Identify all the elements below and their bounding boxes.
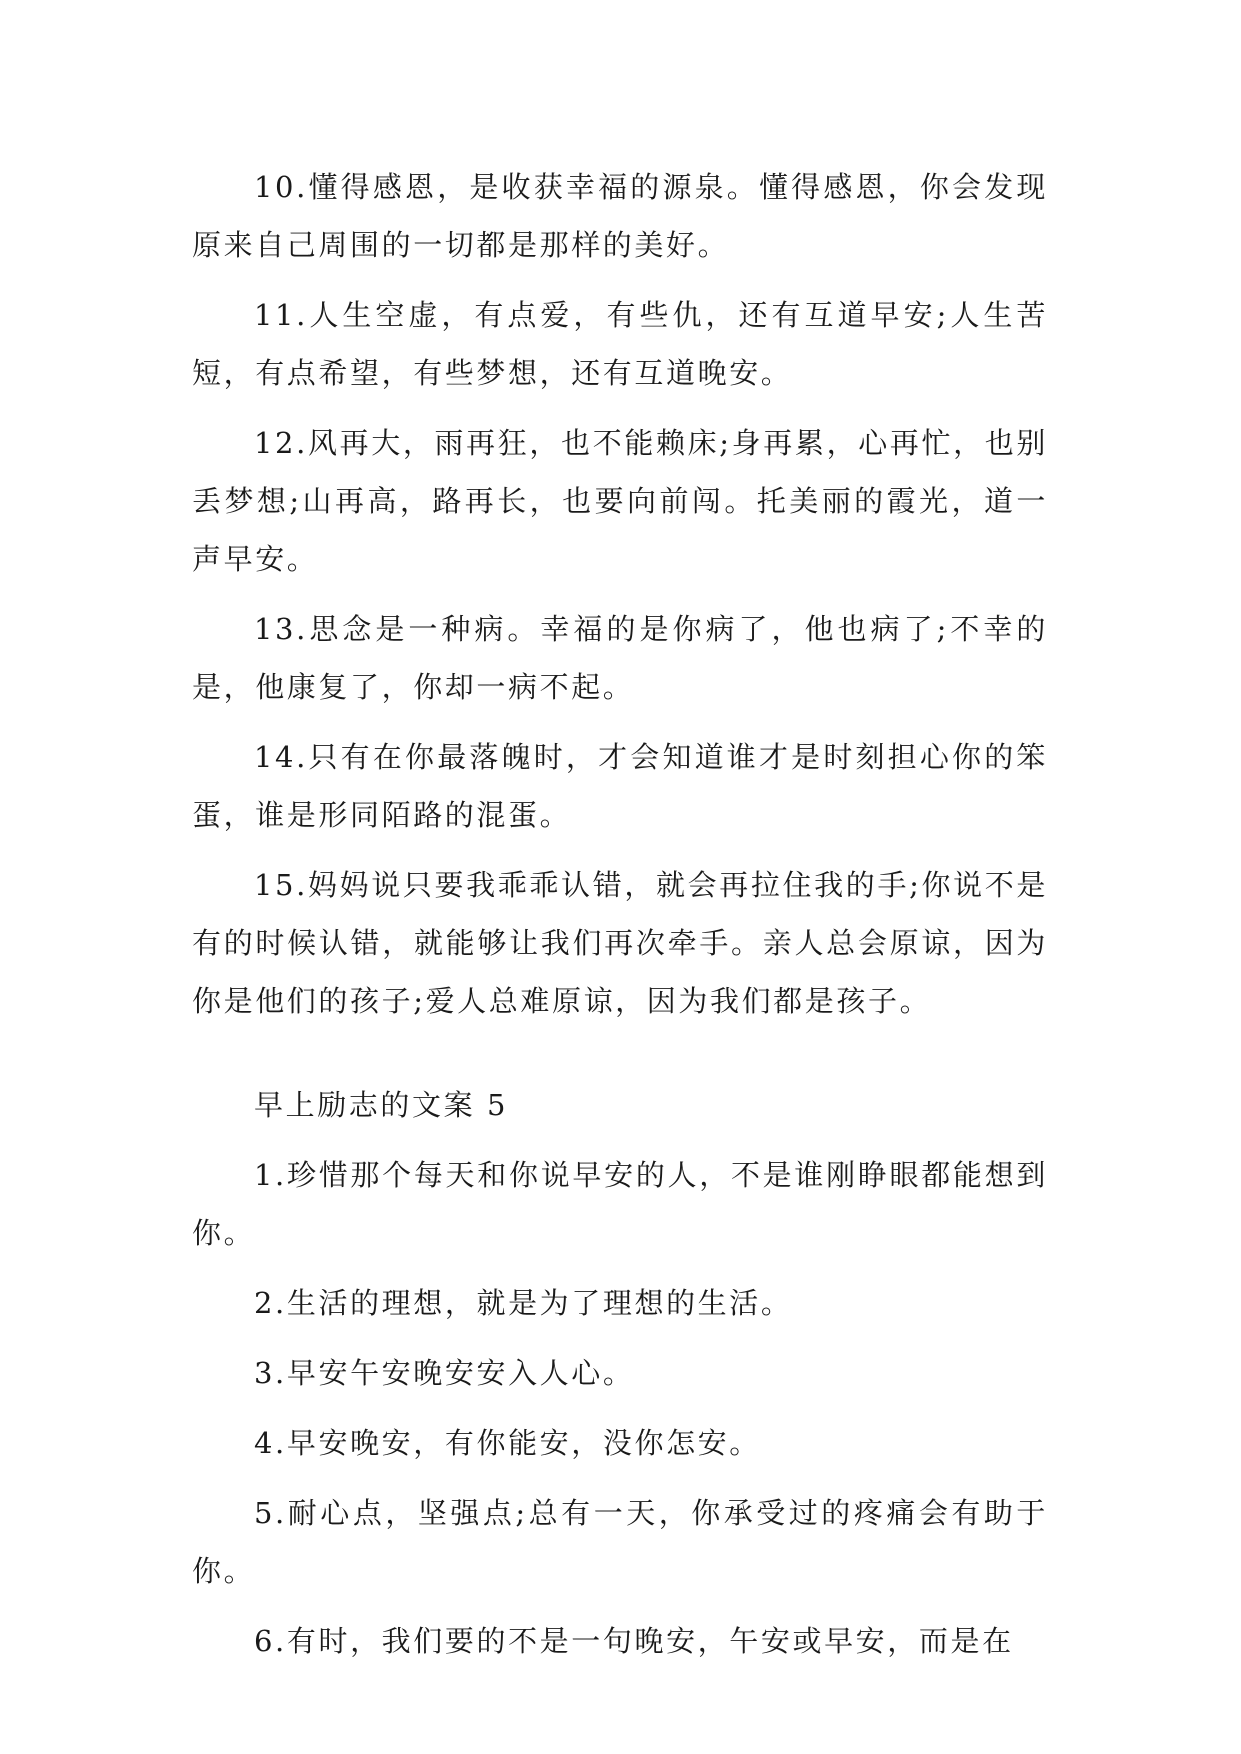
- paragraph-6: 6.有时，我们要的不是一句晚安，午安或早安，而是在: [254, 1624, 1014, 1658]
- paragraph-3: 3.早安午安晚安安入人心。: [254, 1356, 635, 1390]
- paragraph-15: 15.妈妈说只要我乖乖认错，就会再拉住我的手;你说不是有的时候认错，就能够让我们再次牵手。亲人总会原谅，因为你是他们的孩子;爱人总难原谅，因为我们都是孩子。: [192, 868, 1048, 1018]
- paragraph-1: 1.珍惜那个每天和你说早安的人，不是谁刚睁眼都能想到你。: [192, 1158, 1048, 1250]
- paragraph-11: 11.人生空虚，有点爱，有些仇，还有互道早安;人生苦短，有点希望，有些梦想，还有互道晚安。: [192, 298, 1048, 390]
- paragraph-10: 10.懂得感恩，是收获幸福的源泉。懂得感恩，你会发现原来自己周围的一切都是那样的美好。: [192, 170, 1048, 262]
- paragraph-12: 12.风再大，雨再狂，也不能赖床;身再累，心再忙，也别丢梦想;山再高，路再长，也要向前闯。托美丽的霞光，道一声早安。: [192, 426, 1048, 576]
- paragraph-4: 4.早安晚安，有你能安，没你怎安。: [254, 1426, 761, 1460]
- section-title: 早上励志的文案 5: [254, 1088, 509, 1122]
- paragraph-13: 13.思念是一种病。幸福的是你病了，他也病了;不幸的是，他康复了，你却一病不起。: [192, 612, 1048, 704]
- paragraph-5: 5.耐心点，坚强点;总有一天，你承受过的疼痛会有助于你。: [192, 1496, 1048, 1588]
- paragraph-14: 14.只有在你最落魄时，才会知道谁才是时刻担心你的笨蛋，谁是形同陌路的混蛋。: [192, 740, 1048, 832]
- document-body: [192, 158, 1048, 1682]
- paragraph-2: 2.生活的理想，就是为了理想的生活。: [254, 1286, 793, 1320]
